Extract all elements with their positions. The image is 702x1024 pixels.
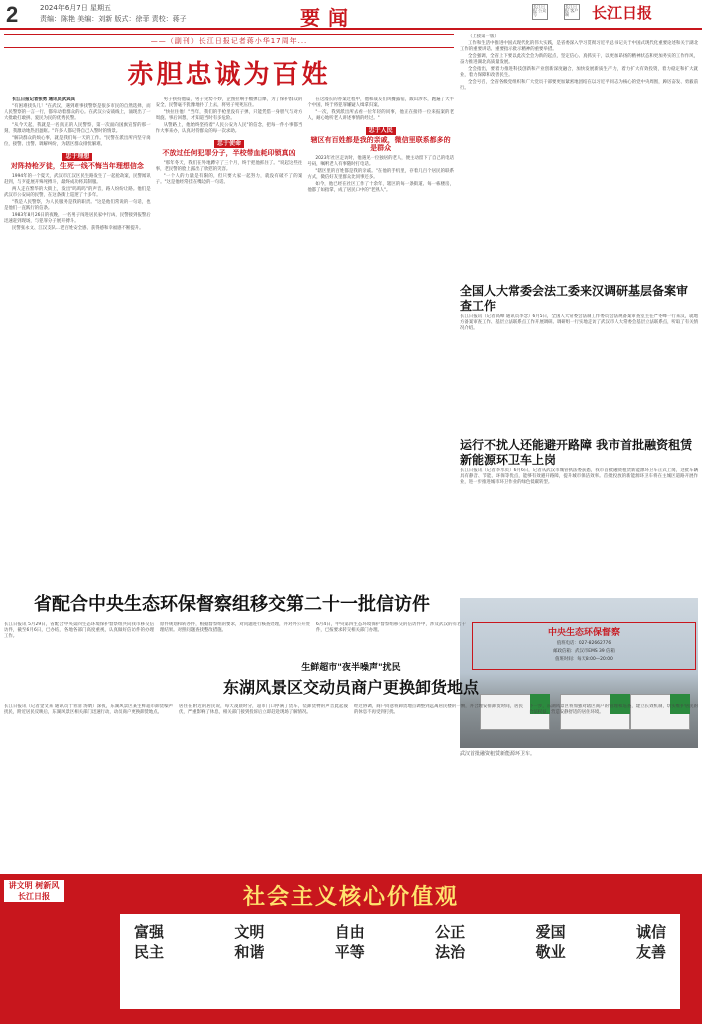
environment-column: 原件规划和转办件，根据督察组的要求，对问题进行核查处理，并对外公开处理结果。对照问题查找整改措施。 [160,622,310,633]
value-word: 自由 [334,923,365,941]
value-word: 平等 [334,943,365,961]
lead-paragraph: "一次，我到派出所去看一位年轻的同事，他正在接待一位来报案的老人，耐心地听老人讲述事情的经过。" [307,110,455,121]
series-line: ——（副刊）长江日报记者蒋小华17周年... [4,34,454,48]
value-pair [335,922,365,1001]
value-word: 文明 [234,923,265,941]
environment-column: 6月4日，中央第四生态环境保护督察组移交的信访件中，涉及武汉的有若干件，已按要求转交相关部门办理。 [316,622,466,633]
lead-paragraph: "一个人的力量是有限的，但只要大家一起努力，就没有破不了的案子。"这是他经常挂在嘴边的一句话。 [155,174,303,185]
lead-paragraph: "我是人民警察，为人民服务是我的职责。"这是他们常说的一句话，也是他们一直践行的信条。 [4,200,151,211]
value-word: 富强 [134,923,165,941]
page-masthead [0,0,702,30]
lead-paragraph: 如今，他已经在社区工作了十余年，辖区的每一条街道、每一栋楼房，他都了如指掌，成了居民口中的"老熟人"。 [307,182,455,193]
lead-paragraph: "从今天起，我就是一名真正的人民警察，第一次面向国旗宣誓的那一刻，我激动地热泪盈眶。"许多人都记得自己入警时的情景。 [4,123,151,134]
core-values-list [120,914,680,1009]
hotline-mailbox: 邮政信箱：武汉市EMS 39 信箱 [553,649,615,654]
paper-logo: 长江日报 [592,4,653,22]
environment-headline: 省配合中央生态环保督察组移交第二十一批信访件 [34,594,430,615]
subhead-text: 对阵持枪歹徒，生死一线不悔当年理想信念 [10,162,144,170]
lead-paragraph: "快拉住他！"当年，我们的手枪里没有子弹，只能凭借一身胆气与对方周旋。事后回想，才知道当时有多危险。 [155,110,303,121]
hotline-time: 值班时间：每天8:00—20:00 [555,657,613,662]
lead-paragraph: "那年冬天，我们在外地蹲守了三个月，终于把他抓住了。"说起这些往事，老民警的脸上露出了欣慰的笑容。 [155,161,303,172]
story-3-body: 长江日报讯（记者李水贞）6月6日，记者从武汉市城管执法委获悉，我市首批融资租赁新能源环卫车正式上岗，这批车辆具有静音、节能、环保等优点，能够有效避开路障，提升城市保洁效率。首批投放的新能源环卫车将在主城区道路开展作业，进一步推进城市环卫作业的绿色低碳转型。 [460,468,698,485]
subhead-2 [156,139,303,157]
value-pair [435,922,465,1001]
section-title: 要闻 [300,6,356,30]
lead-column-1 [4,97,151,637]
date-line: 2024年6月7日 星期五 [40,4,111,12]
story-2-body: 长江日报讯（记者高峰 通讯员李念）6月5日，全国人大常委会法制工作委员会法规备案审查室主任严冬峰一行来汉，就地方备案审查工作、基层立法联系点工作开展调研。调研组一行实地走访了武汉市人大常委会基层立法联系点，听取了有关情况介绍。 [460,314,698,331]
east-lake-column: 下一步，东湖风景区将加强对辖区商户的管理和巡查，建立长效机制，切实维护居民的合法权益，营造安静舒适的居住环境。 [529,704,698,715]
subhead-3 [307,126,454,152]
core-values-title: 社会主义核心价值观 [242,884,459,910]
lead-paragraph: 在这漫长的办案过程中，他和战友们风餐露宿，跋山涉水，跑遍了大半个中国，终于将犯罪嫌疑人缉拿归案。 [307,97,455,108]
lead-paragraph: "辖区里的百姓都是我的亲戚。"在他的手机里，存着几百个居民的联系方式，微信好友里群众比同事还多。 [307,169,455,180]
lead-paragraph: "有困难找头儿！"在武汉，遇到难事找警察是很多市民的自然选择，而人民警察的一言一行，都牵动着群众的心。在武汉公安战线上，涌现出了一大批敢打敢拼、爱民为民的优秀民警。 [4,104,151,121]
east-lake-column: 居住在附近的居民说，每天凌晨时分，超市门口停满了货车，装卸货物的声音此起彼伏，严重影响了休息，相关部门接到投诉后立即赶赴现场了解情况。 [179,704,348,715]
east-lake-headline: 东湖风景区交动员商户更换卸货地点 [222,678,479,697]
page-number: 2 [6,2,19,27]
lead-story [4,34,454,637]
continued-paragraph: 全会号召，全省各级党组织和广大党员干部要更加紧密地团结在以习近平同志为核心的党中央周围，踔厉奋发、勇毅前行。 [460,80,698,91]
value-word: 民主 [134,943,165,961]
value-word: 友善 [635,943,666,961]
environment-column: 长江日报讯 5月29日，省配合中央第四生态环境保护督察组共向我市移交信访件，截至6月6日，已办结，各地各部门高度重视，认真做好信访件的办理工作。 [4,622,154,639]
editors-line: 责编：陈艳 美编：刘新 版式：徐菲 责校：蒋子 [40,15,187,23]
lead-paragraph: 男子挟持他篇，男子见势不妙，企图拉响手榴弹自爆，为了保护群众的安全，民警毫不犹豫地扑了上去，将男子死死压住。 [155,97,303,108]
east-lake-column: 长江日报讯（记者金文来 通讯员于青清 汤婧）深夜，东湖风景区某生鲜超市卸货噪声扰民，附近居民反映后，东湖风景区相关部门迅速行动，动员商户更换卸货地点。 [4,704,173,715]
east-lake-columns [4,704,698,820]
value-pair [536,922,566,1001]
story-3-headline: 运行不扰人还能避开路障 我市首批融资租赁新能源环卫车上岗 [460,438,693,467]
value-pair [234,922,264,1001]
value-word: 法治 [435,943,466,961]
value-word: 诚信 [635,923,666,941]
qr-code-icon: 长江日报 客户端 [564,4,580,20]
hotline-title: 中央生态环保督察 [547,628,620,638]
continued-paragraph: 工作和生活中推进中国式现代化的伟大实践，是省委深入学习贯彻习近平总书记关于中国式现代化重要论述和关于湖北工作的重要讲话、重要指示批示精神的重要举措。 [460,41,698,52]
lead-paragraph: 民警张永文、江汉支队...老百姓安全感、获得感和幸福感不断提升。 [12,226,144,231]
east-lake-story [4,660,698,820]
lead-paragraph: "解决群众的烦心事，就是我们每一天的工作。"民警在派出所内坚守岗位，接警、出警、调解纠纷，为辖区群众排忧解难。 [4,136,151,147]
subhead-tag: 忠于理想 [62,153,92,161]
lead-paragraph: 两人走在繁华的大街上，发出"呜呜呜"的声音，路人纷纷让路。他们是武汉市公安局的民警，在这条街上巡逻了十多年。 [4,187,151,198]
value-word: 敬业 [535,943,566,961]
lead-paragraph: 从警路上，他始终坚持着"人民公安为人民"的信念，把每一件小事都当作大事来办，认真对待群众的每一次求助。 [155,123,303,134]
subhead-text: 辖区有百姓都是我的亲戚，微信里联系都多的是群众 [310,136,451,152]
east-lake-column: 经过协调，商户同意将卸货地点调整到远离居民楼的一侧，并合理安排卸货时间，居民的休息不再受到打扰。 [354,704,523,715]
lead-paragraph: 2023年社区走访时，他遇见一位独居的老人，便主动留下了自己的电话号码，嘱咐老人有事随时打电话。 [307,156,455,167]
lead-headline: 赤胆忠诚为百姓 [127,60,331,90]
environment-story [4,590,698,670]
hotline-phone: 值班电话：027-82662776 [556,641,612,646]
qr-code-icon: 长江日报 公众号 [532,4,548,20]
photo-caption: 武汉首批融资租赁新能源环卫车。 [460,751,536,757]
story-2-headline: 全国人大常委会法工委来汉调研基层备案审查工作 [460,284,689,313]
subhead-1 [4,152,151,170]
lead-columns [4,97,454,637]
subhead-text: 不放过任何犯罪分子，半校带血耗印锁真凶 [162,149,296,157]
subhead-tag: 忠于使命 [214,140,244,148]
civility-logo: 讲文明 树新风 长江日报 [4,880,64,902]
continued-paragraph: 全会指出，要着力推进科技创新和产业创新深度融合，加快发展新质生产力，着力扩大有效投资，着力稳定和扩大就业，着力保障和改善民生。 [460,67,698,78]
subhead-tag: 忠于人民 [366,127,396,135]
value-word: 爱国 [535,923,566,941]
lead-column-2 [156,97,303,637]
lead-column-3 [307,97,454,637]
continued-head: （上接第一版） [468,34,499,39]
value-pair [134,922,164,1001]
lead-byline: 长江日报记者张勇 通讯员武宾宾 [12,97,75,102]
east-lake-kicker: 生鲜超市"夜半噪声"扰民 [301,663,401,673]
lead-paragraph: 1983年8月26日的夜晚，一名男子闯进居民家中行凶，民警接到报警后迅速赶到现场，与犯罪分子展开搏斗。 [4,213,151,224]
value-word: 公正 [435,923,466,941]
continued-paragraph: 全会强调，全省上下要以此次全会为新的起点，坚定信心、真抓实干，以更加昂扬的精神状态和更加务实的工作作风，奋力推进湖北高质量发展。 [460,54,698,65]
core-values-banner [0,874,702,1024]
continued-story [460,34,698,280]
value-word: 和谐 [234,943,265,961]
lead-paragraph: 1994年的一个夏天，武汉市江汉区民生路发生了一起抢劫案，民警闻讯赶到，与歹徒展开殊死搏斗，最终成功将其制服。 [4,174,151,185]
value-pair [636,922,666,1001]
